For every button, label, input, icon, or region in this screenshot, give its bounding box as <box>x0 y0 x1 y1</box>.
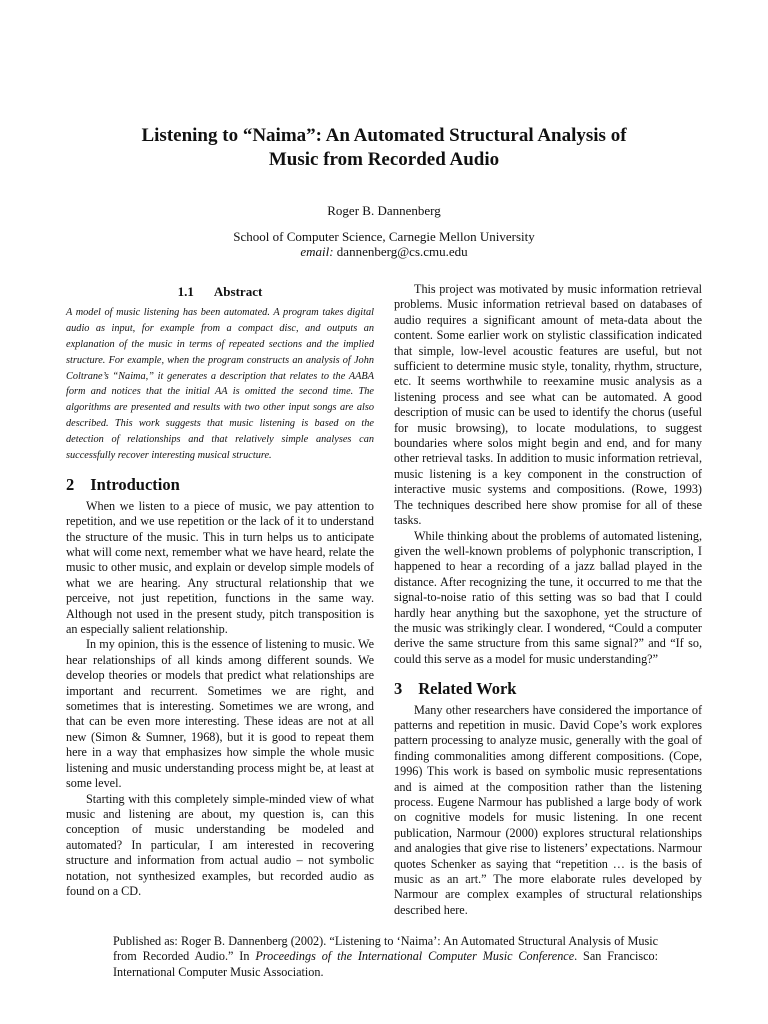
related-work-title: Related Work <box>418 679 517 699</box>
publication-venue: Proceedings of the International Computer Music Conference <box>255 949 575 964</box>
publication-prefix: Published as: Roger B. Dannenberg (2002). “Listening to ‘Naima’: An Automated Structural Analysis of Music from Recorded Audio.” In <box>113 934 658 964</box>
left-column <box>66 284 374 899</box>
motivation-paragraph: While thinking about the problems of automated listening, given the well-known problems of polyphonic transcription, I happened to hear a recording of a jazz ballad played in the distance. After recognizing the tune, it occurred to me that the signal-to-noise ratio of this setting was so bad that I could hardly hear anything but the saxophone, yet the structure of the music was strikingly clear. I wondered, “Could a computer derive the same structure from this same signal?” and “If so, could this serve as a model for music understanding?” <box>394 528 702 666</box>
abstract-heading <box>66 284 374 299</box>
title-line-2: Music from Recorded Audio <box>268 149 500 170</box>
title-line-1: Listening to “Naima”: An Automated Structural Analysis of <box>141 125 627 146</box>
related-work-paragraph: Many other researchers have considered the importance of patterns and repetition in music. David Cope’s work explores pattern processing to analyze music, generally with the goal of finding commonalities among different compositions. (Cope, 1996) This work is based on symbolic music representations and is aimed at the composition rather than the listening process. Eugene Narmour has published a large body of work on cognitive models for music listening. In one recent publication, Narmour (2000) explores structural relationships and analogies that give rise to listeners’ expectations. Narmour quotes Schenker as saying that “repetition … is the basis of music as an art.” The more elaborate rules developed by Narmour are complex examples of structural relationships described here. <box>394 702 702 917</box>
introduction-heading <box>66 475 374 495</box>
introduction-paragraph: In my opinion, this is the essence of listening to music. We hear relationships of all kinds among different sounds. We develop theories or models that predict what relationships are important and recurrent. Sometimes we are right, and sometimes that is interesting. Sometimes we are wrong, and that can be even more interesting. These ideas are not at all new (Simon & Sumner, 1968), but it is good to repeat them here in a way that emphasizes how simple the whole music listening and music understanding process might be, at least at some level. <box>66 637 374 791</box>
introduction-paragraph: When we listen to a piece of music, we pay attention to repetition, and we use repetition or the lack of it to understand the structure of the music. This in turn helps us to anticipate what will come next, remember what we have heard, relate the music to other music, and explain or develop simple models of what we are hearing. Any structural relationship that we perceive, not just repetition, functions in the same way. Although not used in the present study, pitch transposition is an especially salient relationship. <box>66 498 374 637</box>
paper-title <box>60 124 708 172</box>
email-label: email: <box>300 244 334 259</box>
abstract-title: Abstract <box>213 284 263 299</box>
abstract-text: A model of music listening has been automated. A program takes digital audio as input, for example from a compact disc, and outputs an explanation of the music in terms of repeated sections and the implied structure. For example, when the program constructs an analysis of John Coltrane’s “Naima,” it generates a description that relates to the AABA form and notices that the initial AA is omitted the second time. The algorithms are presented and results with two other input songs are also described. This work suggests that music listening is based on the detection of relationships and that relatively simple analyses can successfully recover interesting musical structure. <box>66 307 374 461</box>
right-column <box>394 282 702 918</box>
publication-suffix: . San Francisco: International Computer Music Association. <box>113 949 658 979</box>
affiliation-block <box>0 229 768 259</box>
introduction-paragraph: Starting with this completely simple-minded view of what music and listening are about, my question is, can this conception of music understanding be modeled and automated? In particular, I am interested in recovering structure and information from actual audio – not symbolic notation, not synthesized examples, but recorded audio as found on a CD. <box>66 791 374 898</box>
abstract-number: 1.1 <box>177 284 194 299</box>
email-line <box>0 244 768 259</box>
related-work-number: 3 <box>394 679 403 699</box>
motivation-paragraph: This project was motivated by music information retrieval problems. Music information retrieval based on databases of audio requires a significant amount of meta-data about the content. Some earlier work on stylistic classification indicated that simple, low-level acoustic features are useful, but not sufficient to determine music style, tonality, rhythm, structure, etc. It seems worthwhile to reexamine music analysis as a listening process and see what can be automated. A good description of music can be used to identify the chorus (useful for music browsing), to locate modulations, to suggest boundaries where solos might begin and end, and for many other retrieval tasks. In addition to music information retrieval, music listening is a key component in the construction of interactive music systems and compositions. (Rowe, 1993) The techniques described here show promise for all of these tasks. <box>394 282 702 528</box>
publication-note <box>113 934 658 980</box>
introduction-number: 2 <box>66 475 75 495</box>
email-address: dannenberg@cs.cmu.edu <box>336 244 468 259</box>
introduction-title: Introduction <box>90 475 180 495</box>
related-work-heading <box>394 679 702 699</box>
affiliation: School of Computer Science, Carnegie Mellon University <box>233 229 535 244</box>
author-name: Roger B. Dannenberg <box>327 203 441 218</box>
